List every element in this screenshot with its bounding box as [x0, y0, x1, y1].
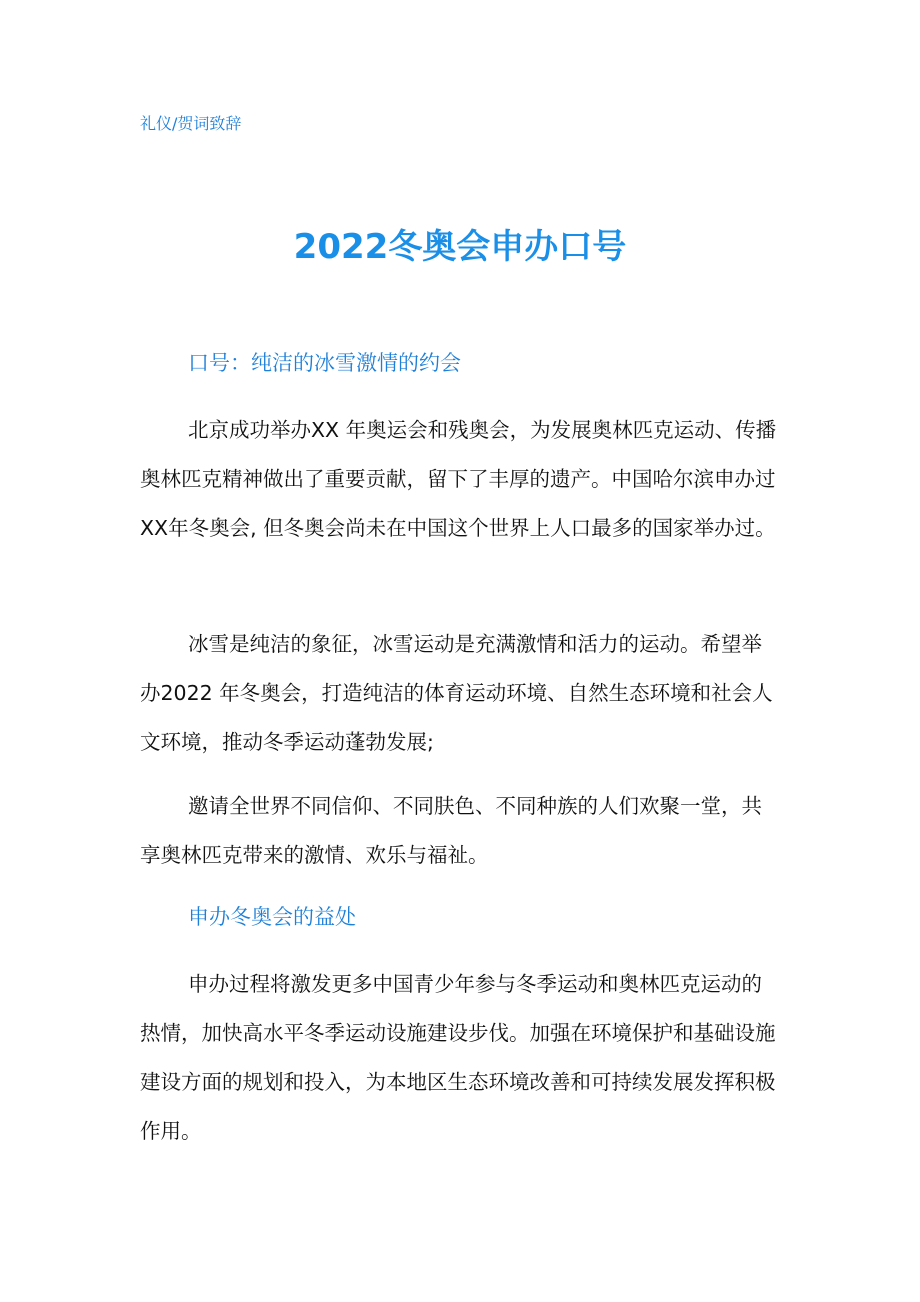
section-heading-slogan: 口号：纯洁的冰雪激情的约会: [188, 351, 461, 375]
page-title: 2022冬奥会申办口号: [293, 227, 627, 267]
paragraph-invitation: 邀请全世界不同信仰、不同肤色、不同种族的人们欢聚一堂，共享奥林匹克带来的激情、欢乐与福祉。: [140, 794, 762, 867]
paragraph-beijing-history: 北京成功举办XX 年奥运会和残奥会，为发展奥林匹克运动、传播奥林匹克精神做出了重要贡献，留下了丰厚的遗产。中国哈尔滨申办过XX年冬奥会, 但冬奥会尚未在中国这个世界上人口最多的国家举办过。: [140, 418, 777, 540]
paragraph-benefits: 申办过程将激发更多中国青少年参与冬季运动和奥林匹克运动的热情，加快高水平冬季运动设施建设步伐。加强在环境保护和基础设施建设方面的规划和投入，为本地区生态环境改善和可持续发展发挥积极作用。: [140, 972, 776, 1143]
paragraph-ice-snow-symbol: 冰雪是纯洁的象征，冰雪运动是充满激情和活力的运动。希望举办2022 年冬奥会，打造纯洁的体育运动环境、自然生态环境和社会人文环境，推动冬季运动蓬勃发展;: [140, 632, 773, 754]
category-label: 礼仪/贺词致辞: [140, 114, 242, 133]
section-heading-benefits: 申办冬奥会的益处: [188, 905, 356, 929]
